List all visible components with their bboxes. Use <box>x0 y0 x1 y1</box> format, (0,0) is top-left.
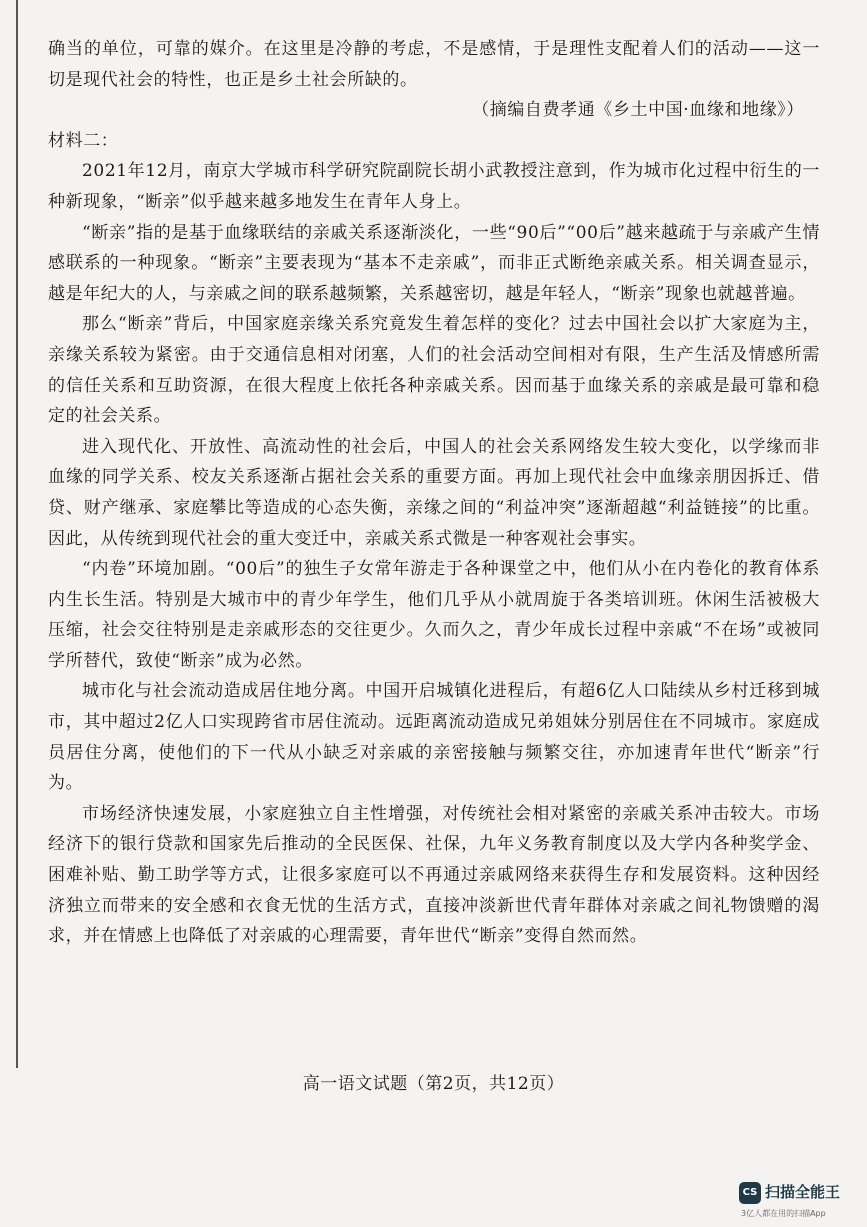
paragraph: 市场经济快速发展，小家庭独立自主性增强，对传统社会相对紧密的亲戚关系冲击较大。市场经济下的银行贷款和国家先后推动的全民医保、社保，九年义务教育制度以及大学内各种奖学金、困难补贴、勤工助学等方式，让很多家庭可以不再通过亲戚网络来获得生存和发展资料。这种因经济独立而带来的安全感和衣食无忧的生活方式，直接冲淡新世代青年群体对亲戚之间礼物馈赠的渴求，并在情感上也降低了对亲戚的心理需要，青年世代“断亲”变得自然而然。 <box>48 803 820 947</box>
watermark-app-name: 扫描全能王 <box>765 1183 841 1201</box>
source-citation: （摘编自费孝通《乡土中国·血缘和地缘》） <box>472 100 804 121</box>
paragraph: “内卷”环境加剧。“00后”的独生子女常年游走于各种课堂之中，他们从小在内卷化的教育体系内生长生活。特别是大城市中的青少年学生，他们几乎从小就周旋于各类培训班。休闲生活被极大压缩，社会交往特别是走亲戚形态的交往更少。久而久之，青少年成长过程中亲戚“不在场”或被同学所替代，致使“断亲”成为必然。 <box>48 559 820 671</box>
paragraph: 那么“断亲”背后，中国家庭亲缘关系究竟发生着怎样的变化？过去中国社会以扩大家庭为主，亲缘关系较为紧密。由于交通信息相对闭塞，人们的社会活动空间相对有限，生产生活及情感所需的信任关系和互助资源，在很大程度上依托各种亲戚关系。因而基于血缘关系的亲戚是最可靠和稳定的社会关系。 <box>48 314 820 427</box>
watermark-tagline: 3亿人都在用的扫描App <box>741 1209 826 1218</box>
material-label: 材料二： <box>48 130 119 151</box>
paragraph: 进入现代化、开放性、高流动性的社会后，中国人的社会关系网络发生较大变化，以学缘而非血缘的同学关系、校友关系逐渐占据社会关系的重要方面。再加上现代社会中血缘亲朋因拆迁、借贷、财产继承、家庭攀比等造成的心态失衡，亲缘之间的“利益冲突”逐渐超越“利益链接”的比重。因此，从传统到现代社会的重大变迁中，亲戚关系式微是一种客观社会事实。 <box>48 436 820 549</box>
document-body <box>48 34 820 952</box>
camscanner-logo-icon: CS <box>739 1182 761 1204</box>
paragraph-continued: 确当的单位，可靠的媒介。在这里是冷静的考虑，不是感情，于是理性支配着人们的活动——这一切是现代社会的特性，也正是乡土社会所缺的。 <box>48 39 820 90</box>
scanner-watermark <box>737 1178 855 1222</box>
paragraph: 2021年12月，南京大学城市科学研究院副院长胡小武教授注意到，作为城市化过程中衍生的一种新现象，“断亲”似乎越来越多地发生在青年人身上。 <box>48 161 820 212</box>
page-footer: 高一语文试题（第2页，共12页） <box>302 1074 565 1094</box>
paragraph: “断亲”指的是基于血缘联结的亲戚关系逐渐淡化，一些“90后”“00后”越来越疏于与亲戚产生情感联系的一种现象。“断亲”主要表现为“基本不走亲戚”，而非正式断绝亲戚关系。相关调查显示，越是年纪大的人，与亲戚之间的联系越频繁，关系越密切，越是年轻人，“断亲”现象也就越普遍。 <box>48 222 820 304</box>
page-edge-line <box>16 0 18 1068</box>
paragraph: 城市化与社会流动造成居住地分离。中国开启城镇化进程后，有超6亿人口陆续从乡村迁移到城市，其中超过2亿人口实现跨省市居住流动。远距离流动造成兄弟姐妹分别居住在不同城市。家庭成员居住分离，使他们的下一代从小缺乏对亲戚的亲密接触与频繁交往，亦加速青年世代“断亲”行为。 <box>48 681 820 794</box>
